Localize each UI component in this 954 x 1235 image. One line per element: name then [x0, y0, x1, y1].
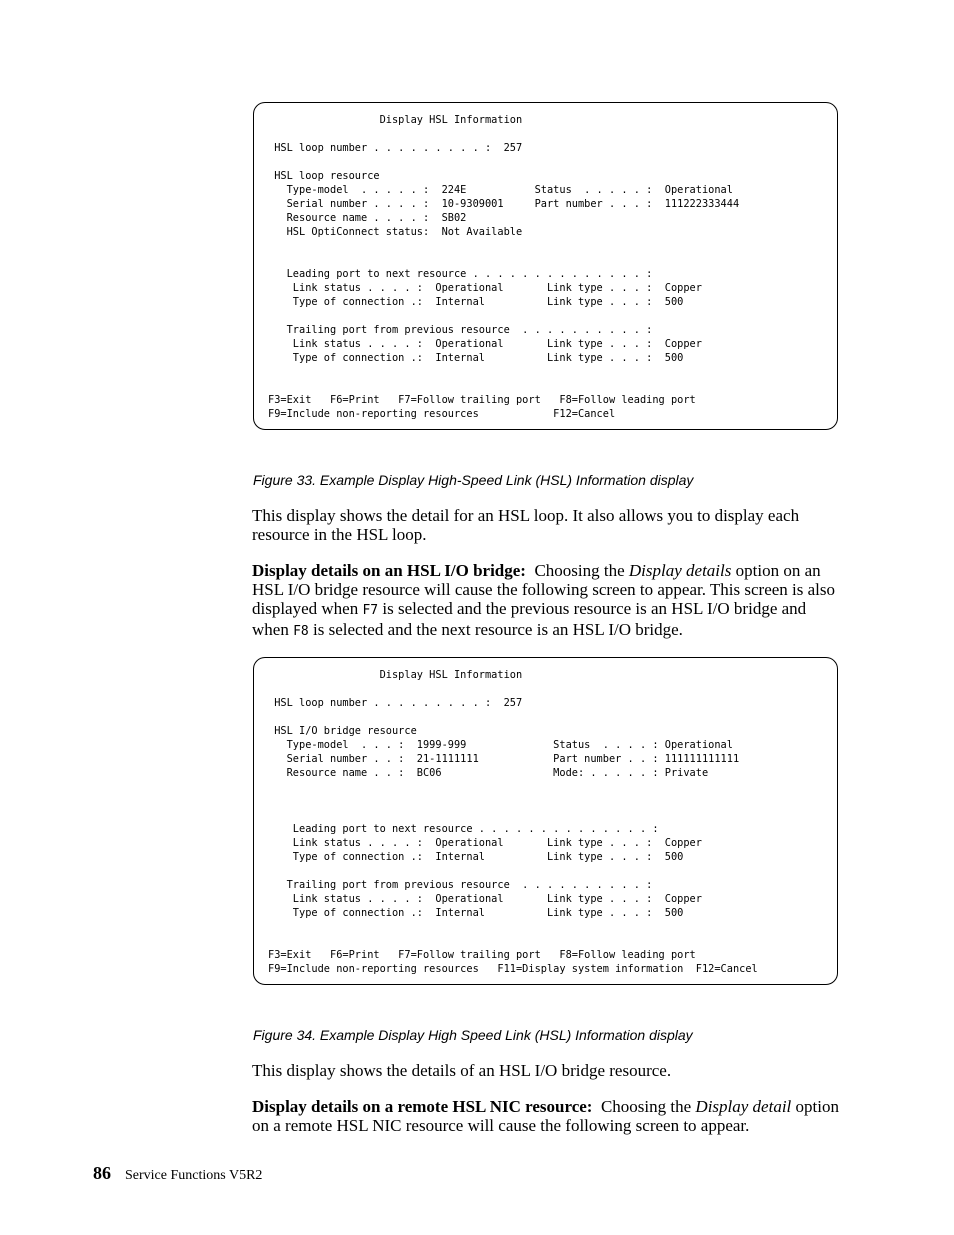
key-f7: F7 [362, 603, 379, 618]
paragraph-remote-hsl-nic: Display details on a remote HSL NIC resource: Choosing the Display detail option on a remote HSL NIC resource will cause the following screen to appear. [252, 1097, 839, 1135]
book-title: Service Functions V5R2 [125, 1168, 263, 1183]
figure-33-caption: Figure 33. Example Display High-Speed Link (HSL) Information display [253, 472, 694, 488]
page-number: 86 [93, 1163, 111, 1183]
paragraph-heading: Display details on an HSL I/O bridge: [252, 561, 526, 580]
paragraph-io-bridge-details: This display shows the details of an HSL I/O bridge resource. [252, 1061, 672, 1080]
figure-33-screen [253, 102, 838, 430]
paragraph-hsl-loop: This display shows the detail for an HSL loop. It also allows you to display each resource in the HSL loop. [252, 506, 800, 544]
paragraph-heading: Display details on a remote HSL NIC resource: [252, 1097, 593, 1116]
key-f8: F8 [293, 624, 309, 639]
figure-34-screen [253, 657, 838, 985]
figure-34-caption: Figure 34. Example Display High Speed Link (HSL) Information display [253, 1027, 693, 1043]
figure-34-screen-text: Display HSL Information HSL loop number . . . . . . . . . : 257 HSL I/O bridge resource Type-model . . . : 1999-999 Status . . . . : Operational Serial number . . : 21-1111111 Part number . . : 111111111111 Resource name . . : BC06 Mode: . . . . . : Private Leading port to next resource . . . . . . . . . . . . . . : Link status . . . . : Operational Link type . . . : Copper Type of connection .: Internal Link type . . . : 500 Trailing port from previous resource . . . . . . . . . . : Link status . . . . : Operational Link type . . . : Copper Type of connection .: Internal Link type . . . : 500 F3=Exit F6=Print F7=Follow trailing port F8=Follow leading port F9=Include non-reporting resources F11=Display system information F12=Cancel [268, 669, 758, 975]
page-footer [93, 1163, 262, 1184]
paragraph-hsl-io-bridge: Display details on an HSL I/O bridge: Choosing the Display details option on an HSL I/O bridge resource will cause the following screen to appear. This screen is also displayed when F7 is selected and the previous resource is an HSL I/O bridge and when F8 is selected and the next resource is an HSL I/O bridge. [252, 561, 836, 639]
figure-33-screen-text: Display HSL Information HSL loop number . . . . . . . . . : 257 HSL loop resource Type-model . . . . . : 224E Status . . . . . : Operational Serial number . . . . : 10-9309001 Part number . . . : 111222333444 Resource name . . . . : SB02 HSL OptiConnect status: Not Available Leading port to next resource . . . . . . . . . . . . . . : Link status . . . . : Operational Link type . . . : Copper Type of connection .: Internal Link type . . . : 500 Trailing port from previous resource . . . . . . . . . . : Link status . . . . : Operational Link type . . . : Copper Type of connection .: Internal Link type . . . : 500 F3=Exit F6=Print F7=Follow trailing port F8=Follow leading port F9=Include non-reporting resources F12=Cancel [268, 114, 740, 420]
